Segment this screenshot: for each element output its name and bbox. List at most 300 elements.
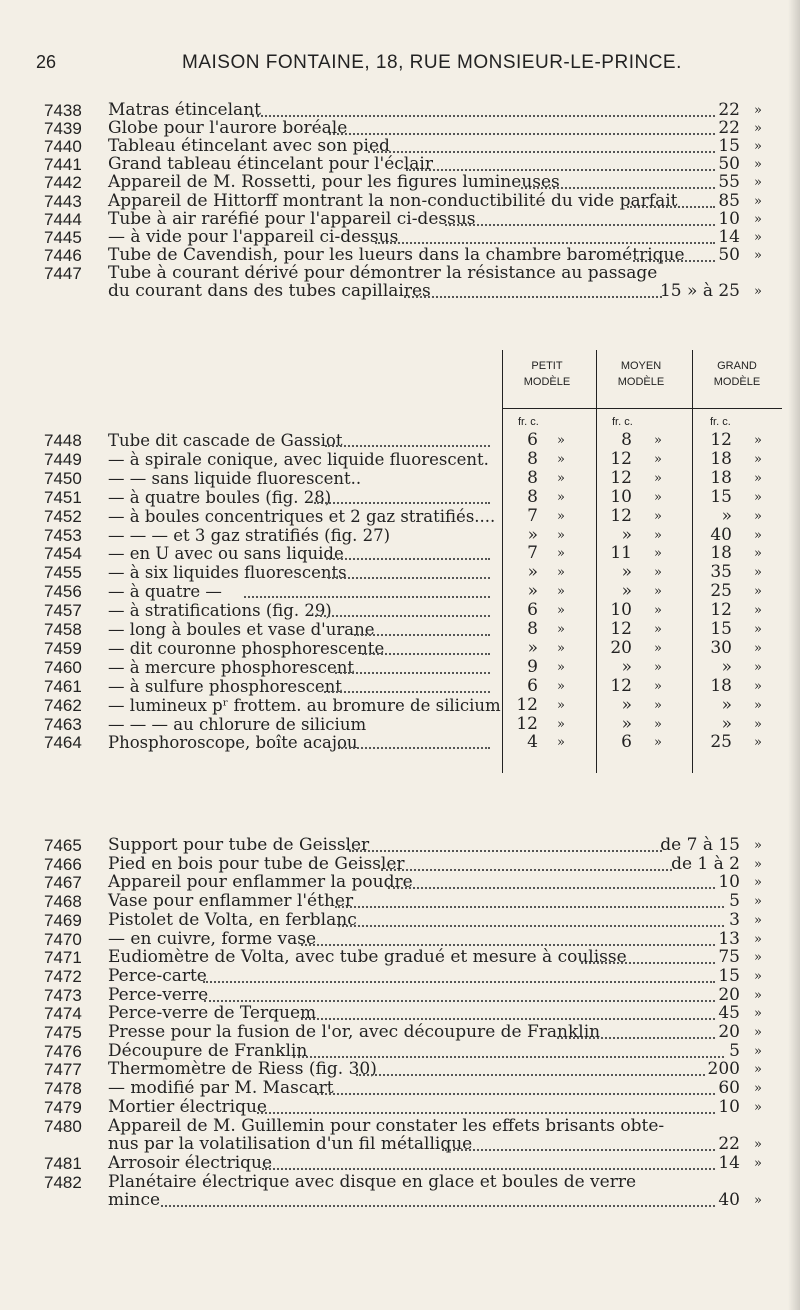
grand-price: 15 xyxy=(710,486,732,507)
moyen-price: 10 xyxy=(610,600,632,621)
leader-dots xyxy=(338,925,724,927)
item-description: — en U avec ou sans liquide xyxy=(108,544,344,564)
item-description: Tableau étincelant avec son pied xyxy=(108,136,390,157)
item-description: mince xyxy=(108,1190,161,1211)
leader-dots xyxy=(445,224,715,226)
grand-price: » xyxy=(721,505,732,526)
item-price: 22 xyxy=(718,100,740,120)
item-number: 7446 xyxy=(44,245,82,265)
table-row xyxy=(0,619,800,640)
leader-dots xyxy=(581,962,715,964)
currency-mark: » xyxy=(754,121,762,137)
item-number: 7470 xyxy=(44,929,82,949)
leader-dots xyxy=(326,558,490,560)
leader-dots xyxy=(338,747,490,749)
item-price: 10 xyxy=(718,208,740,229)
currency-mark: » xyxy=(754,211,762,227)
leader-dots xyxy=(388,887,714,889)
item-number: 7450 xyxy=(44,468,82,488)
item-description: Perce-carte xyxy=(108,965,207,986)
petit-price: 7 xyxy=(527,505,538,526)
item-description: — — sans liquide fluorescent.. xyxy=(108,468,362,488)
item-number: 7448 xyxy=(44,431,82,450)
grand-price: 18 xyxy=(710,543,732,564)
item-description: Eudiomètre de Volta, avec tube gradué et mesure à coulisse xyxy=(108,947,627,968)
item-price: 5 xyxy=(729,1040,740,1061)
moyen-price: » xyxy=(621,581,632,602)
list-item xyxy=(0,1190,800,1211)
table-rule xyxy=(596,408,692,409)
leader-dots xyxy=(161,1205,715,1207)
moyen-price: 10 xyxy=(610,486,632,507)
item-number: 7456 xyxy=(44,582,82,602)
item-description: Pistolet de Volta, en ferblanc xyxy=(108,909,357,930)
currency-mark: » xyxy=(754,1081,762,1097)
item-description: du courant dans des tubes capillaires xyxy=(108,281,431,301)
item-number: 7478 xyxy=(44,1079,82,1099)
leader-dots xyxy=(324,691,490,693)
item-number: 7465 xyxy=(44,836,82,855)
currency-mark: » xyxy=(557,470,565,486)
currency-mark: » xyxy=(557,508,565,524)
item-number: 7474 xyxy=(44,1004,82,1024)
unit-label: fr. c. xyxy=(710,416,731,428)
item-price: 200 xyxy=(707,1059,740,1080)
moyen-price: 11 xyxy=(610,543,632,564)
header-moyen-modele xyxy=(596,358,686,390)
item-description: Tube de Cavendish, pour les lueurs dans la chambre barométrique xyxy=(108,244,685,265)
moyen-price: 12 xyxy=(610,505,632,526)
leader-dots xyxy=(381,869,672,871)
item-number: 7463 xyxy=(44,714,82,734)
currency-mark: » xyxy=(754,968,762,984)
currency-mark: » xyxy=(754,1043,762,1059)
item-description: Perce-verre xyxy=(108,984,209,1005)
currency-mark: » xyxy=(754,527,762,543)
item-number: 7472 xyxy=(44,966,82,986)
leader-dots xyxy=(244,596,490,598)
currency-mark: » xyxy=(754,565,762,581)
table-row xyxy=(0,449,800,470)
item-description: nus par la volatilisation d'un fil métallique xyxy=(108,1134,473,1155)
currency-mark: » xyxy=(654,433,662,448)
item-number: 7462 xyxy=(44,695,82,715)
currency-mark: » xyxy=(754,1025,762,1040)
table-row xyxy=(0,676,800,697)
item-description: Appareil de Hittorff montrant la non-conductibilité du vide parfait xyxy=(108,190,678,211)
currency-mark: » xyxy=(754,1193,762,1209)
item-price: de 1 à 2 xyxy=(671,853,740,874)
item-price: 40 xyxy=(718,1190,740,1211)
item-description: Thermomètre de Riess (fig. 30) xyxy=(108,1059,377,1080)
header-label: MODÈLE xyxy=(523,376,571,388)
leader-dots xyxy=(335,672,490,674)
item-number: 7466 xyxy=(44,854,82,874)
table-row xyxy=(0,581,800,602)
header-label: GRAND xyxy=(717,360,757,372)
petit-price: » xyxy=(527,562,538,583)
item-price: 50 xyxy=(718,154,740,175)
table-row xyxy=(0,487,800,508)
leader-dots xyxy=(328,577,490,579)
item-description: Presse pour la fusion de l'or, avec découpure de Franklin xyxy=(108,1022,601,1042)
currency-mark: » xyxy=(557,565,565,581)
item-price: 10 xyxy=(718,1096,740,1117)
item-number: 7454 xyxy=(44,544,82,564)
item-price: 14 xyxy=(718,226,740,247)
item-number: 7467 xyxy=(44,873,82,893)
moyen-price: 12 xyxy=(610,619,632,639)
item-price: 20 xyxy=(718,984,740,1005)
item-description: — à stratifications (fig. 29) xyxy=(108,601,332,621)
currency-mark: » xyxy=(754,716,762,732)
item-price: 15 » à 25 xyxy=(659,281,740,301)
moyen-price: » xyxy=(621,656,632,677)
currency-mark: » xyxy=(654,697,662,713)
item-number: 7441 xyxy=(44,155,82,175)
item-description: Matras étincelant xyxy=(108,100,261,120)
leader-dots xyxy=(362,653,490,655)
grand-price: 25 xyxy=(710,581,732,602)
item-number: 7461 xyxy=(44,676,82,696)
grand-price: 18 xyxy=(710,675,732,696)
currency-mark: » xyxy=(754,193,762,209)
currency-mark: » xyxy=(654,735,662,751)
table-row xyxy=(0,468,800,489)
table-rule xyxy=(692,408,782,409)
item-description: — — — au chlorure de silicium xyxy=(108,714,367,734)
currency-mark: » xyxy=(557,678,565,694)
table-rule xyxy=(502,408,596,409)
item-price: 22 xyxy=(718,118,740,139)
currency-mark: » xyxy=(754,856,762,872)
currency-mark: » xyxy=(557,489,565,505)
table-row xyxy=(0,714,800,735)
leader-dots xyxy=(335,906,725,908)
leader-dots xyxy=(262,1168,715,1170)
petit-price: » xyxy=(527,581,538,602)
table-row xyxy=(0,638,800,659)
moyen-price: 12 xyxy=(610,467,632,488)
currency-mark: » xyxy=(654,527,662,543)
leader-dots xyxy=(301,1018,714,1020)
leader-dots xyxy=(406,169,714,171)
item-price: 13 xyxy=(718,928,740,949)
item-description: — à spirale conique, avec liquide fluorescent. xyxy=(108,449,489,469)
currency-mark: » xyxy=(754,735,762,751)
item-description: — modifié par M. Mascart xyxy=(108,1078,334,1099)
item-price: 50 xyxy=(718,244,740,265)
currency-mark: » xyxy=(754,433,762,448)
grand-price: » xyxy=(721,694,732,715)
item-price: 22 xyxy=(718,1134,740,1155)
leader-dots xyxy=(375,242,714,244)
unit-label: fr. c. xyxy=(518,416,539,428)
item-price: 55 xyxy=(718,172,740,193)
item-number: 7469 xyxy=(44,910,82,930)
page-header-title: MAISON FONTAINE, 18, RUE MONSIEUR-LE-PRINCE. xyxy=(182,52,682,73)
leader-dots xyxy=(204,1000,714,1002)
currency-mark: » xyxy=(754,987,762,1003)
item-description: — en cuivre, forme vase xyxy=(108,928,317,949)
item-price: 60 xyxy=(718,1078,740,1099)
moyen-price: » xyxy=(621,694,632,715)
currency-mark: » xyxy=(654,603,662,619)
leader-dots xyxy=(301,944,714,946)
currency-mark: » xyxy=(654,622,662,637)
petit-price: 12 xyxy=(516,694,538,715)
item-description: — à six liquides fluorescents xyxy=(108,563,347,583)
currency-mark: » xyxy=(654,451,662,467)
item-number: 7439 xyxy=(44,119,82,139)
item-price: 14 xyxy=(718,1152,740,1173)
item-number: 7480 xyxy=(44,1116,82,1136)
currency-mark: » xyxy=(557,697,565,713)
currency-mark: » xyxy=(654,508,662,524)
currency-mark: » xyxy=(654,470,662,486)
currency-mark: » xyxy=(654,716,662,732)
currency-mark: » xyxy=(754,875,762,891)
currency-mark: » xyxy=(754,508,762,524)
currency-mark: » xyxy=(754,697,762,713)
grand-price: 18 xyxy=(710,467,732,488)
currency-mark: » xyxy=(754,489,762,505)
leader-dots xyxy=(349,850,662,852)
leader-dots xyxy=(317,1093,715,1095)
moyen-price: » xyxy=(621,562,632,583)
currency-mark: » xyxy=(557,451,565,467)
item-description: — à quatre — xyxy=(108,582,222,602)
table-row xyxy=(0,600,800,621)
moyen-price: 8 xyxy=(621,430,632,450)
leader-dots xyxy=(368,151,715,153)
currency-mark: » xyxy=(654,640,662,656)
item-description: Appareil de M. Rossetti, pour les figures lumineuses xyxy=(108,172,560,193)
item-number: 7438 xyxy=(44,101,82,120)
petit-price: 6 xyxy=(527,600,538,621)
item-number: 7479 xyxy=(44,1097,82,1117)
grand-price: 12 xyxy=(710,430,732,450)
header-label: MOYEN xyxy=(620,360,662,372)
currency-mark: » xyxy=(754,1099,762,1115)
leader-dots xyxy=(442,1149,715,1151)
table-row xyxy=(0,430,800,451)
item-price: 15 xyxy=(718,965,740,986)
item-description: Découpure de Franklin xyxy=(108,1040,308,1061)
item-price: 3 xyxy=(729,909,740,930)
header-label: PETIT xyxy=(531,360,563,372)
moyen-price: » xyxy=(621,524,632,545)
table-row xyxy=(0,562,800,583)
currency-mark: » xyxy=(654,489,662,505)
item-number: 7444 xyxy=(44,209,82,229)
item-description: Grand tableau étincelant pour l'éclair xyxy=(108,154,433,175)
item-number: 7468 xyxy=(44,892,82,912)
leader-dots xyxy=(315,615,490,617)
currency-mark: » xyxy=(754,1155,762,1171)
currency-mark: » xyxy=(754,912,762,928)
grand-price: 35 xyxy=(710,562,732,583)
moyen-price: 12 xyxy=(610,675,632,696)
page-number: 26 xyxy=(36,52,57,72)
item-description: Perce-verre de Terquem xyxy=(108,1003,317,1024)
item-description: Vase pour enflammer l'éther xyxy=(108,891,354,912)
currency-mark: » xyxy=(557,527,565,543)
moyen-price: » xyxy=(621,713,632,734)
petit-price: » xyxy=(527,637,538,658)
grand-price: 15 xyxy=(710,619,732,639)
item-description: — long à boules et vase d'urane xyxy=(108,620,375,639)
item-number: 7464 xyxy=(44,733,82,753)
currency-mark: » xyxy=(754,1137,762,1153)
item-number: 7458 xyxy=(44,620,82,639)
item-number: 7477 xyxy=(44,1060,82,1080)
currency-mark: » xyxy=(754,838,762,853)
currency-mark: » xyxy=(754,247,762,263)
grand-price: » xyxy=(721,656,732,677)
leader-dots xyxy=(557,1037,715,1039)
petit-price: 8 xyxy=(527,467,538,488)
table-header xyxy=(502,358,782,404)
leader-dots xyxy=(404,296,662,298)
item-number: 7447 xyxy=(44,263,82,283)
petit-price: 6 xyxy=(527,430,538,450)
petit-price: 8 xyxy=(527,486,538,507)
petit-price: 9 xyxy=(527,656,538,677)
item-price: 5 xyxy=(729,891,740,912)
petit-price: 6 xyxy=(527,675,538,696)
petit-price: 4 xyxy=(527,732,538,753)
item-description: — à mercure phosphorescent xyxy=(108,657,354,677)
currency-mark: » xyxy=(557,622,565,637)
item-number: 7481 xyxy=(44,1153,82,1173)
header-label: MODÈLE xyxy=(713,376,761,388)
grand-price: 40 xyxy=(710,524,732,545)
item-description: — à quatre boules (fig. 28) xyxy=(108,487,332,507)
currency-mark: » xyxy=(754,640,762,656)
item-description: — — — et 3 gaz stratifiés (fig. 27) xyxy=(108,525,391,545)
currency-mark: » xyxy=(557,735,565,751)
header-grand-modele xyxy=(692,358,782,390)
moyen-price: 12 xyxy=(610,448,632,469)
table-row xyxy=(0,543,800,564)
item-description: — à sulfure phosphorescent xyxy=(108,676,342,696)
item-number: 7482 xyxy=(44,1172,82,1192)
grand-price: 25 xyxy=(710,732,732,753)
petit-price: 8 xyxy=(527,448,538,469)
item-description: Planétaire électrique avec disque en glace et boules de verre xyxy=(108,1171,637,1192)
leader-dots xyxy=(356,1074,705,1076)
grand-price: 30 xyxy=(710,637,732,658)
currency-mark: » xyxy=(557,433,565,448)
item-price: 15 xyxy=(718,136,740,157)
running-head xyxy=(36,52,756,78)
currency-mark: » xyxy=(754,451,762,467)
leader-dots xyxy=(257,1112,714,1114)
currency-mark: » xyxy=(654,659,662,675)
currency-mark: » xyxy=(654,565,662,581)
item-description: Tube à air raréfié pour l'appareil ci-dessus xyxy=(108,208,476,229)
item-number: 7449 xyxy=(44,449,82,469)
item-number: 7443 xyxy=(44,191,82,211)
leader-dots xyxy=(633,260,715,262)
item-number: 7457 xyxy=(44,601,82,621)
item-description: Pied en bois pour tube de Geissler xyxy=(108,853,405,874)
currency-mark: » xyxy=(754,931,762,947)
header-label: MODÈLE xyxy=(617,376,665,388)
item-description: — à vide pour l'appareil ci-dessus xyxy=(108,226,399,247)
currency-mark: » xyxy=(754,175,762,191)
item-description: — à boules concentriques et 2 gaz stratifiés.... xyxy=(108,506,496,526)
item-price: de 7 à 15 xyxy=(660,835,740,855)
currency-mark: » xyxy=(754,470,762,486)
item-description: Appareil de M. Guillemin pour constater les effets brisants obte- xyxy=(108,1115,665,1136)
item-number: 7452 xyxy=(44,506,82,526)
currency-mark: » xyxy=(557,603,565,619)
leader-dots xyxy=(521,187,715,189)
item-description: Mortier électrique xyxy=(108,1096,267,1117)
leader-dots xyxy=(314,502,490,504)
item-number: 7459 xyxy=(44,638,82,658)
petit-price: 12 xyxy=(516,713,538,734)
currency-mark: » xyxy=(754,1006,762,1022)
currency-mark: » xyxy=(557,584,565,600)
currency-mark: » xyxy=(754,546,762,562)
table-row xyxy=(0,525,800,546)
currency-mark: » xyxy=(754,1062,762,1078)
currency-mark: » xyxy=(557,659,565,675)
leader-dots xyxy=(329,133,714,135)
item-number: 7445 xyxy=(44,227,82,247)
leader-dots xyxy=(203,981,715,983)
table-row xyxy=(0,695,800,716)
currency-mark: » xyxy=(557,640,565,656)
item-number: 7440 xyxy=(44,137,82,157)
currency-mark: » xyxy=(754,622,762,637)
currency-mark: » xyxy=(654,546,662,562)
item-number: 7453 xyxy=(44,525,82,545)
currency-mark: » xyxy=(654,584,662,600)
item-number: 7451 xyxy=(44,487,82,507)
currency-mark: » xyxy=(754,584,762,600)
header-petit-modele xyxy=(502,358,592,390)
leader-dots xyxy=(354,634,490,636)
item-description: Appareil pour enflammer la poudre xyxy=(108,872,413,893)
petit-price: 7 xyxy=(527,543,538,564)
item-description: Tube dit cascade de Gassiot xyxy=(108,431,343,450)
currency-mark: » xyxy=(754,894,762,910)
currency-mark: » xyxy=(754,157,762,173)
item-price: 45 xyxy=(718,1003,740,1024)
currency-mark: » xyxy=(557,716,565,732)
item-number: 7455 xyxy=(44,563,82,583)
item-number: 7471 xyxy=(44,948,82,968)
leader-dots xyxy=(252,115,715,117)
item-description: Globe pour l'aurore boréale xyxy=(108,118,348,139)
item-description: Phosphoroscope, boîte acajou xyxy=(108,733,358,753)
item-description: Tube à courant dérivé pour démontrer la résistance au passage xyxy=(108,262,658,283)
currency-mark: » xyxy=(654,678,662,694)
currency-mark: » xyxy=(754,139,762,155)
item-number: 7460 xyxy=(44,657,82,677)
leader-dots xyxy=(325,445,490,447)
moyen-price: 20 xyxy=(610,637,632,658)
moyen-price: 6 xyxy=(621,732,632,753)
item-description: Arrosoir électrique xyxy=(108,1152,273,1173)
table-row xyxy=(0,657,800,678)
petit-price: 8 xyxy=(527,619,538,639)
currency-mark: » xyxy=(754,678,762,694)
